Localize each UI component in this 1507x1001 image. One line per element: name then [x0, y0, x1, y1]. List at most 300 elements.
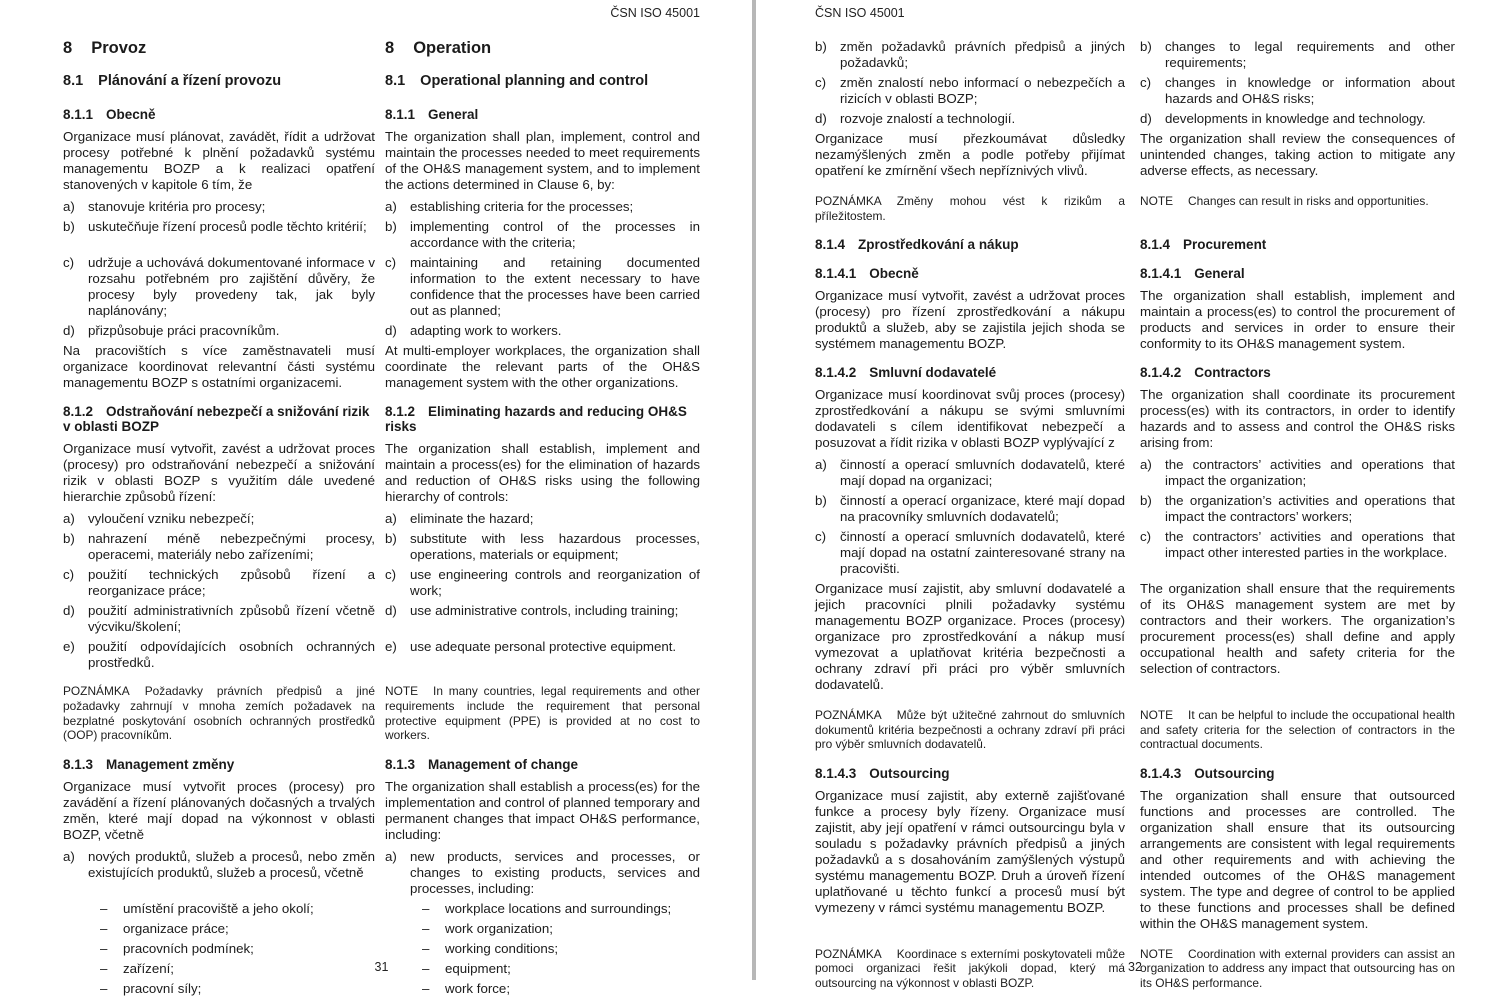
clause-number: 8.1.4.2 [1140, 365, 1182, 381]
dash-bullet: – [422, 940, 430, 956]
translation-row [63, 199, 700, 219]
list-item-text: činností a operací smluvních dodavatelů, které mají dopad na organizaci; [840, 456, 1125, 488]
list-item-text: substitute with less hazardous processes, operations, materials or equipment; [410, 531, 700, 563]
en-column-cell [385, 255, 700, 323]
cs-column-cell [63, 531, 375, 567]
sub-list-item-text: organizace práce; [123, 920, 229, 936]
clause-heading [385, 404, 700, 436]
list-item [385, 199, 700, 215]
en-column-cell [385, 511, 700, 531]
paragraph: Na pracovištích s více zaměstnavateli musí organizace koordinovat relevantní části systému managementu BOZP s ostatními organizacemi. [63, 342, 375, 390]
clause-heading [1140, 237, 1455, 253]
clause-number: 8.1.4.1 [1140, 266, 1182, 282]
note-label: NOTE [1140, 194, 1174, 208]
note [63, 684, 375, 742]
clause-heading [385, 757, 700, 773]
list-item-text: použití technických způsobů řízení a reorganizace práce; [88, 567, 375, 599]
list-item-label: c) [1140, 528, 1152, 544]
list-item-text: establishing criteria for the processes; [410, 198, 634, 214]
translation-row [63, 219, 700, 255]
translation-row [815, 529, 1455, 581]
dash-bullet: – [422, 920, 430, 936]
list-item [1140, 111, 1455, 127]
clause-number: 8.1 [63, 73, 84, 90]
clause-heading [385, 39, 700, 58]
clause-title: Outsourcing [869, 765, 950, 781]
list-item-label: a) [385, 198, 397, 214]
en-column-cell [1140, 230, 1455, 259]
list-item-label: c) [63, 567, 75, 583]
list-item-label: a) [815, 456, 827, 472]
en-column-cell [385, 219, 700, 255]
note-label: POZNÁMKA [815, 946, 882, 961]
list-item-label: b) [385, 531, 397, 547]
cs-column-cell [63, 779, 375, 849]
clause-title: Obecně [869, 266, 919, 282]
en-column-cell [1140, 75, 1455, 111]
sub-list-item-text: working conditions; [445, 940, 559, 956]
translation-row [815, 288, 1455, 358]
clause-title: Odstraňování nebezpečí a snižování rizik v oblasti BOZP [63, 403, 370, 435]
list-item-label: b) [1140, 39, 1152, 54]
page-32-content [815, 0, 1455, 990]
sub-list-item-text: equipment; [445, 960, 511, 976]
list-item-text: the contractors’ activities and operations that impact the organization; [1165, 456, 1455, 488]
clause-number: 8.1.2 [385, 403, 416, 419]
list-item [1140, 457, 1455, 489]
paragraph: The organization shall establish a process(es) for the implementation and control of planned temporary and permanent changes that impact OH&S performance, including: [385, 778, 700, 842]
note [1140, 194, 1455, 209]
paragraph: The organization shall review the consequences of unintended changes, taking action to mitigate any adverse effects, as necessary. [1140, 131, 1455, 178]
sub-list-item [63, 941, 375, 957]
translation-row [63, 343, 700, 397]
page-31 [0, 0, 752, 996]
list-item-label: b) [63, 531, 75, 547]
list-item-text: použití odpovídajících osobních ochranných prostředků. [88, 639, 375, 671]
list-item [1140, 529, 1455, 561]
translation-row [63, 779, 700, 849]
en-column-cell [385, 397, 700, 442]
note-text: Koordinace s externími poskytovateli může pomoci organizaci řešit jakýkoli dopad, který má outsourcing na výkonnost v oblasti BOZP. [815, 946, 1125, 990]
translation-row [815, 259, 1455, 288]
list-item-label: c) [385, 254, 397, 270]
dash-bullet: – [422, 960, 430, 976]
cs-column-cell [815, 39, 1125, 75]
note-text: In many countries, legal requirements and other requirements include the requirement that personal protective equipment (PPE) is provided at no cost to workers. [385, 684, 700, 743]
translation-row [815, 358, 1455, 387]
cs-column-cell [63, 603, 375, 639]
paragraph: The organization shall plan, implement, control and maintain the processes needed to meet requirements of the OH&S management system, and to implement the actions determined in Clause 6, by: [385, 128, 700, 192]
list-item-label: b) [1140, 492, 1152, 508]
translation-row [815, 75, 1455, 111]
note-text: It can be helpful to include the occupational health and safety criteria for the selection of contractors in the contractual documents. [1140, 707, 1455, 752]
translation-row [815, 581, 1455, 699]
list-item [63, 219, 375, 235]
list-item [385, 511, 700, 527]
translation-row [63, 675, 700, 749]
sub-list-item [385, 941, 700, 957]
list-item-text: maintaining and retaining documented information to the extent necessary to have confidence that the processes have been carried out as planned; [410, 254, 700, 318]
clause-heading [63, 107, 375, 123]
list-item-text: adapting work to workers. [410, 322, 562, 338]
cs-column-cell [815, 699, 1125, 759]
sub-list-item-text: work organization; [445, 920, 553, 936]
translation-row [63, 639, 700, 675]
note-text: Changes can result in risks and opportunities. [1188, 194, 1429, 208]
en-column-cell [385, 343, 700, 397]
list-item-text: rozvoje znalostí a technologií. [840, 111, 1016, 126]
running-header: ČSN ISO 45001 [815, 6, 905, 20]
clause-number: 8.1.4.1 [815, 266, 857, 282]
dash-bullet: – [100, 940, 108, 956]
list-item [815, 493, 1125, 525]
en-column-cell [1140, 529, 1455, 581]
clause-number: 8.1.3 [63, 756, 94, 772]
sub-list-item [63, 901, 375, 917]
note-label: POZNÁMKA [63, 684, 130, 699]
list-item-label: c) [385, 567, 397, 583]
clause-heading [385, 73, 700, 90]
list-item [385, 323, 700, 339]
list-item-label: c) [815, 75, 827, 90]
list-item-text: uskutečňuje řízení procesů podle těchto kritérií; [88, 218, 367, 234]
paragraph: The organization shall ensure that outsourced functions and processes are controlled. The organization shall ensure that its outsourcing arrangements are consistent with legal requirements and other requirements and with achieving the intended outcomes of the OH&S management system. The type and degree of control to be applied to these functions and processes shall be defined within the OH&S management system. [1140, 787, 1455, 931]
en-column-cell [1140, 493, 1455, 529]
en-column-cell [385, 441, 700, 511]
paragraph: Organizace musí plánovat, zavádět, řídit a udržovat procesy potřebné k plnění požadavků systému managementu BOZP a k realizaci opatření stanovených v kapitole 6 tím, že [63, 128, 375, 192]
translation-row [63, 441, 700, 511]
translation-row [63, 750, 700, 779]
translation-row [63, 921, 700, 941]
translation-row [63, 129, 700, 199]
page-number: 32 [1128, 960, 1142, 974]
dash-bullet: – [100, 980, 108, 996]
clause-number: 8.1.4 [815, 237, 846, 253]
clause-number: 8.1.2 [63, 403, 94, 419]
clause-title: Operational planning and control [420, 73, 649, 90]
list-item [385, 219, 700, 251]
cs-column-cell [63, 255, 375, 323]
list-item [63, 255, 375, 319]
list-item-text: nahrazení méně nebezpečnými procesy, operacemi, materiály nebo zařízeními; [88, 531, 375, 563]
list-item-label: a) [1140, 456, 1152, 472]
translation-row [815, 387, 1455, 457]
sub-list-item-text: pracovních podmínek; [123, 940, 254, 956]
list-item-label: a) [385, 848, 397, 864]
en-column-cell [385, 39, 700, 70]
list-item-label: c) [815, 528, 827, 544]
sub-list-item-text: work force; [445, 980, 511, 996]
sub-list-item [63, 921, 375, 937]
paragraph: The organization shall establish, implement and maintain a process(es) to control the procurement of products and services in order to ensure their conformity to its OH&S management system. [1140, 288, 1455, 352]
list-item [63, 567, 375, 599]
dash-bullet: – [422, 900, 430, 916]
translation-row [63, 397, 700, 442]
list-item [63, 849, 375, 881]
note-text: Změny mohou vést k rizikům a příležitostem. [815, 194, 1125, 223]
list-item-text: use adequate personal protective equipment. [410, 639, 677, 655]
list-item [815, 75, 1125, 107]
page-31-content [63, 0, 700, 996]
clause-title: Management of change [428, 756, 579, 772]
clause-number: 8.1.4.3 [1140, 765, 1182, 781]
translation-row [63, 255, 700, 323]
dash-bullet: – [100, 960, 108, 976]
en-column-cell [385, 323, 700, 343]
cs-column-cell [63, 921, 375, 941]
list-item-text: the organization’s activities and operations that impact the contractors’ workers; [1165, 492, 1455, 524]
cs-column-cell [815, 131, 1125, 185]
translation-row [63, 981, 700, 1001]
note [385, 684, 700, 742]
clause-title: Provoz [91, 39, 147, 57]
cs-column-cell [63, 981, 375, 1001]
list-item-text: vyloučení vzniku nebezpečí; [88, 511, 255, 527]
translation-row [63, 901, 700, 921]
cs-column-cell [63, 219, 375, 255]
list-item-text: use engineering controls and reorganization of work; [410, 567, 700, 599]
en-column-cell [385, 603, 700, 639]
clause-heading [815, 266, 1125, 282]
page-32-rows [815, 39, 1455, 997]
list-item [1140, 493, 1455, 525]
list-item-text: změn znalostí nebo informací o nebezpečích a rizicích v oblasti BOZP; [840, 75, 1125, 106]
en-column-cell [1140, 185, 1455, 230]
list-item-text: přizpůsobuje práci pracovníkům. [88, 322, 280, 338]
list-item-label: d) [1140, 111, 1152, 126]
clause-number: 8 [63, 39, 73, 57]
note-text: Může být užitečné zahrnout do smluvních dokumentů kritéria bezpečnosti a ochrany zdraví při práci pro výběr smluvních dodavatelů. [815, 707, 1125, 752]
cs-column-cell [815, 288, 1125, 358]
page-32 [757, 0, 1507, 990]
page-divider [752, 0, 756, 980]
note-label: NOTE [385, 684, 419, 699]
list-item [385, 567, 700, 599]
dash-bullet: – [422, 980, 430, 996]
cs-column-cell [63, 199, 375, 219]
list-item-text: činností a operací smluvních dodavatelů, které mají dopad na ostatní zainteresované strany na pracovišti. [840, 528, 1125, 576]
clause-title: Plánování a řízení provozu [98, 73, 282, 90]
cs-column-cell [63, 750, 375, 779]
list-item-text: developments in knowledge and technology. [1165, 111, 1426, 126]
note-label: POZNÁMKA [815, 194, 882, 208]
translation-row [815, 699, 1455, 759]
sub-list-item [63, 981, 375, 997]
list-item [63, 199, 375, 215]
paragraph: Organizace musí vytvořit proces (procesy) pro zavádění a řízení plánovaných dočasných a trvalých změn, které mají dopad na výkonnost v oblasti BOZP, včetně [63, 778, 375, 842]
list-item-text: změn požadavků právních předpisů a jiných požadavků; [840, 39, 1125, 70]
note-label: NOTE [1140, 707, 1174, 722]
list-item-text: changes in knowledge or information about hazards and OH&S risks; [1165, 75, 1455, 106]
list-item [385, 639, 700, 655]
sub-list-item-text: zařízení; [123, 960, 174, 976]
clause-heading [385, 107, 700, 123]
cs-column-cell [63, 129, 375, 199]
clause-heading [1140, 365, 1455, 381]
clause-number: 8.1.3 [385, 756, 416, 772]
cs-column-cell [815, 75, 1125, 111]
cs-column-cell [63, 639, 375, 675]
list-item [385, 255, 700, 319]
cs-column-cell [63, 323, 375, 343]
clause-title: Contractors [1194, 365, 1271, 381]
list-item [63, 323, 375, 339]
list-item [63, 603, 375, 635]
translation-row [815, 759, 1455, 788]
en-column-cell [385, 199, 700, 219]
en-column-cell [1140, 288, 1455, 358]
paragraph: The organization shall establish, implement and maintain a process(es) for the elimination of hazards and reduction of OH&S risks using the following hierarchy of controls: [385, 441, 700, 505]
clause-heading [63, 39, 375, 58]
list-item-label: d) [385, 603, 397, 619]
en-column-cell [1140, 131, 1455, 185]
en-column-cell [385, 941, 700, 961]
translation-row [815, 131, 1455, 185]
en-column-cell [385, 849, 700, 901]
sub-list-item-text: umístění pracoviště a jeho okolí; [123, 900, 314, 916]
cs-column-cell [63, 100, 375, 129]
list-item-text: the contractors’ activities and operations that impact other interested parties in the workplace. [1165, 528, 1455, 560]
list-item-text: udržuje a uchovává dokumentované informace v rozsahu potřebném pro zajištění důvěry, že procesy byly provedeny tak, jak byly naplánovány; [88, 254, 375, 318]
note [815, 708, 1125, 752]
paragraph: At multi-employer workplaces, the organization shall coordinate the relevant parts of the OH&S management system with the other organizations. [385, 342, 700, 390]
list-item-label: e) [385, 639, 397, 655]
list-item [815, 529, 1125, 577]
cs-column-cell [815, 457, 1125, 493]
translation-row [63, 849, 700, 901]
list-item [815, 111, 1125, 127]
en-column-cell [1140, 111, 1455, 131]
clause-heading [815, 237, 1125, 253]
translation-row [63, 323, 700, 343]
paragraph: Organizace musí vytvořit, zavést a udržovat proces (procesy) pro řízení zprostředkování a nákupu produktů a služeb, aby se zajistila jejich shoda se systémem managementu BOZP. [815, 288, 1125, 352]
clause-title: General [428, 106, 479, 122]
translation-row [815, 230, 1455, 259]
clause-heading [63, 757, 375, 773]
cs-column-cell [815, 111, 1125, 131]
clause-number: 8.1 [385, 73, 406, 90]
running-header: ČSN ISO 45001 [610, 6, 700, 20]
list-item-text: new products, services and processes, or changes to existing products, services and processes, including: [410, 848, 700, 896]
page-number: 31 [374, 960, 389, 974]
translation-row [63, 941, 700, 961]
list-item-label: d) [63, 603, 75, 619]
en-column-cell [1140, 457, 1455, 493]
clause-heading [815, 365, 1125, 381]
list-item [385, 531, 700, 563]
note [815, 194, 1125, 223]
list-item-label: b) [63, 218, 75, 234]
list-item-text: použití administrativních způsobů řízení včetně výcviku/školení; [88, 603, 375, 635]
translation-row [63, 603, 700, 639]
en-column-cell [385, 901, 700, 921]
translation-row [63, 511, 700, 531]
translation-row [815, 185, 1455, 230]
paragraph: The organization shall coordinate its procurement process(es) with its contractors, in order to identify hazards and to assess and control the OH&S risks arising from: [1140, 386, 1455, 450]
cs-column-cell [815, 259, 1125, 288]
list-item-text: stanovuje kritéria pro procesy; [88, 198, 266, 214]
page-31-rows [63, 39, 700, 1001]
clause-number: 8.1.1 [63, 106, 94, 122]
clause-title: Smluvní dodavatelé [869, 365, 997, 381]
en-column-cell [385, 750, 700, 779]
clause-number: 8.1.4 [1140, 237, 1171, 253]
list-item-text: činností a operací organizace, které mají dopad na pracovníky smluvních dodavatelů; [840, 492, 1125, 524]
en-column-cell [385, 779, 700, 849]
cs-column-cell [815, 358, 1125, 387]
paragraph: Organizace musí přezkoumávat důsledky nezamýšlených změn a podle potřeby přijímat opatření ke zmírnění všech nepříznivých vlivů. [815, 131, 1125, 178]
list-item-text: use administrative controls, including training; [410, 603, 679, 619]
cs-column-cell [815, 581, 1125, 699]
en-column-cell [385, 675, 700, 749]
en-column-cell [1140, 259, 1455, 288]
cs-column-cell [63, 397, 375, 442]
cs-column-cell [63, 511, 375, 531]
en-column-cell [385, 567, 700, 603]
clause-heading [815, 766, 1125, 782]
list-item [815, 457, 1125, 489]
cs-column-cell [63, 343, 375, 397]
translation-row [815, 111, 1455, 131]
clause-title: General [1194, 266, 1245, 282]
en-column-cell [385, 981, 700, 1001]
list-item-text: changes to legal requirements and other requirements; [1165, 39, 1455, 70]
list-item-label: b) [815, 39, 827, 54]
cs-column-cell [63, 441, 375, 511]
en-column-cell [385, 70, 700, 99]
cs-column-cell [63, 849, 375, 901]
en-column-cell [1140, 759, 1455, 788]
list-item-label: a) [63, 848, 75, 864]
list-item [63, 531, 375, 563]
translation-row [815, 457, 1455, 493]
en-column-cell [385, 639, 700, 675]
cs-column-cell [815, 230, 1125, 259]
cs-column-cell [815, 185, 1125, 230]
clause-number: 8.1.1 [385, 106, 416, 122]
clause-number: 8.1.4.2 [815, 365, 857, 381]
list-item [385, 849, 700, 897]
clause-title: Zprostředkování a nákup [858, 237, 1019, 253]
cs-column-cell [63, 901, 375, 921]
clause-title: Management změny [106, 756, 235, 772]
translation-row [63, 100, 700, 129]
clause-title: Operation [413, 39, 492, 57]
list-item-label: a) [63, 511, 75, 527]
cs-column-cell [815, 387, 1125, 457]
note-label: POZNÁMKA [815, 707, 882, 722]
list-item-label: c) [63, 254, 75, 270]
list-item-label: d) [63, 322, 75, 338]
paragraph: The organization shall ensure that the requirements of its OH&S management system are met by contractors and their workers. The organization’s procurement process(es) shall define and apply occupational health and safety criteria for the selection of contractors. [1140, 580, 1455, 676]
cs-column-cell [815, 529, 1125, 581]
list-item-label: e) [63, 639, 75, 655]
list-item [1140, 39, 1455, 71]
translation-row [63, 39, 700, 70]
cs-column-cell [63, 70, 375, 99]
en-column-cell [385, 531, 700, 567]
clause-title: Obecně [106, 106, 156, 122]
list-item [1140, 75, 1455, 107]
list-item-label: d) [385, 322, 397, 338]
paragraph: Organizace musí zajistit, aby smluvní dodavatelé a jejich pracovníci plnili požadavky systému managementu BOZP organizace. Proces (procesy) organizace pro zprostředkování a nákup musí vymezovat a uplatňovat kritéria bezpečnosti a ochrany zdraví při práci pro výběr smluvních dodavatelů. [815, 580, 1125, 692]
clause-heading [63, 73, 375, 90]
clause-title: Outsourcing [1194, 765, 1275, 781]
list-item-label: c) [1140, 75, 1152, 90]
note [1140, 708, 1455, 752]
cs-column-cell [63, 39, 375, 70]
note-text: Požadavky právních předpisů a jiné požadavky zahrnují v mnoha zemích požadavek na bezplatné poskytování osobních ochranných prostředků (OOP) pracovníkům. [63, 684, 375, 743]
